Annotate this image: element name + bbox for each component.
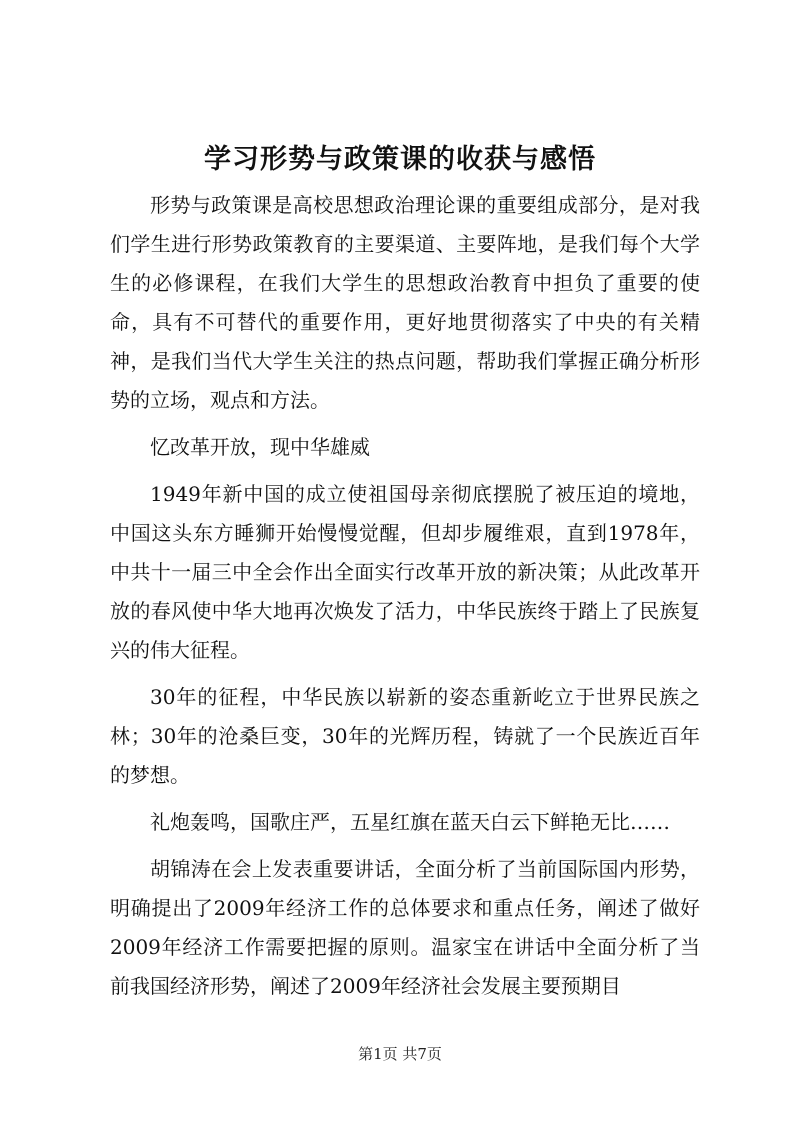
page-footer: 第1页 共7页 (358, 1045, 442, 1063)
paragraph-history: 1949年新中国的成立使祖国母亲彻底摆脱了被压迫的境地，中国这头东方睡狮开始慢慢觉醒，但却步履维艰，直到1978年，中共十一届三中全会作出全面实行改革开放的新决策；从此改革开放的春风使中华大地再次焕发了活力，中华民族终于踏上了民族复兴的伟大征程。 (110, 482, 700, 662)
document-title: 学习形势与政策课的收获与感悟 (204, 144, 596, 175)
paragraph-thirty-years: 30年的征程，中华民族以崭新的姿态重新屹立于世界民族之林；30年的沧桑巨变，30年的光辉历程，铸就了一个民族近百年的梦想。 (110, 685, 700, 787)
paragraph-subheading: 忆改革开放，现中华雄威 (150, 435, 370, 459)
paragraph-speech: 胡锦涛在会上发表重要讲话，全面分析了当前国际国内形势，明确提出了2009年经济工作的总体要求和重点任务，阐述了做好2009年经济工作需要把握的原则。温家宝在讲话中全面分析了当前我国经济形势，阐述了2009年经济社会发展主要预期目 (110, 857, 700, 998)
paragraph-ceremony: 礼炮轰鸣，国歌庄严，五星红旗在蓝天白云下鲜艳无比…… (150, 810, 670, 834)
document-body (110, 186, 700, 1014)
paragraph-intro: 形势与政策课是高校思想政治理论课的重要组成部分，是对我们学生进行形势政策教育的主要渠道、主要阵地，是我们每个大学生的必修课程，在我们大学生的思想政治教育中担负了重要的使命，具有不可替代的重要作用，更好地贯彻落实了中央的有关精神，是我们当代大学生关注的热点问题，帮助我们掌握正确分析形势的立场，观点和方法。 (110, 193, 700, 412)
